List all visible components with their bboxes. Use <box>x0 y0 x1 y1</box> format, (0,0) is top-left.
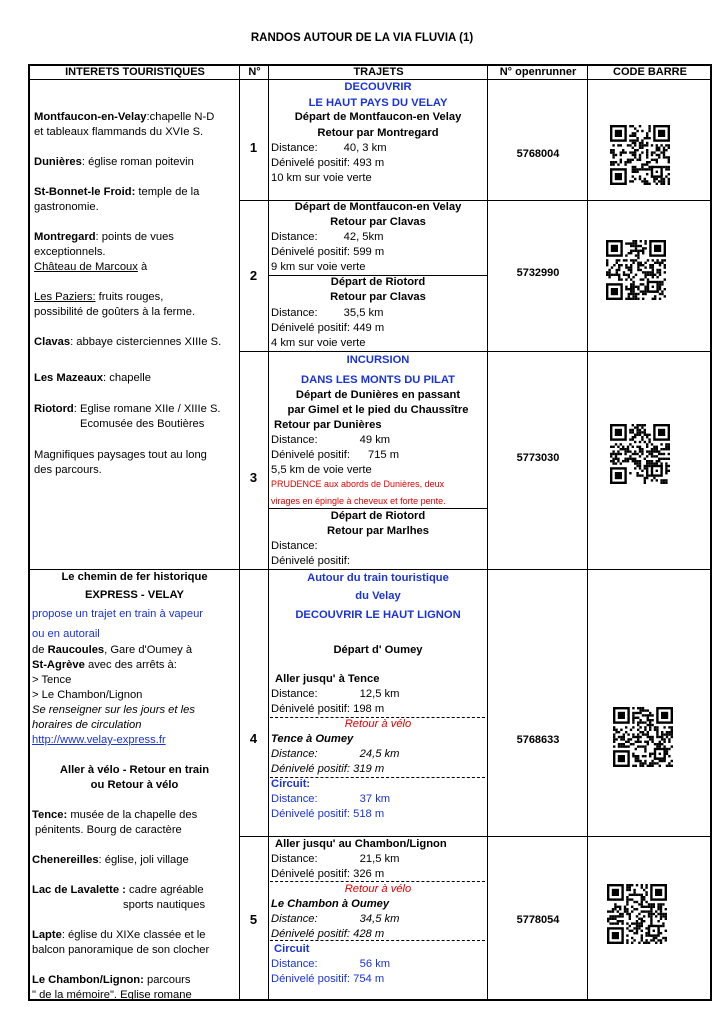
route-subtitle: LE HAUT PAYS DU VELAY <box>308 97 448 109</box>
route-number: 5 <box>249 912 258 927</box>
openrunner-id: 5732990 <box>516 267 560 279</box>
retour-velo-label: Retour à vélo <box>344 883 412 895</box>
renseigner-text: Se renseigner sur les jours et les <box>32 704 195 716</box>
route-denivele: Dénivelé positif: 518 m <box>271 808 385 820</box>
montfaucon-text: Montfaucon-en-Velay:chapelle N-D <box>34 111 215 123</box>
paysages-text-2: des parcours. <box>34 464 102 476</box>
route-aller: Aller jusqu' au Chambon/Lignon <box>275 838 447 850</box>
stop-chambon: > Le Chambon/Lignon <box>32 689 143 701</box>
route-note: 10 km sur voie verte <box>271 172 372 184</box>
route-via: par Gimel et le pied du Chaussître <box>287 404 469 416</box>
route-subtitle: du Velay <box>355 590 401 602</box>
route-distance: Distance: 35,5 km <box>271 307 384 319</box>
riotord-text-2: Ecomusée des Boutières <box>80 418 205 430</box>
route-retour: Retour par Marlhes <box>327 525 429 537</box>
route-retour: Retour par Dunières <box>274 419 382 431</box>
montregard-text: Montregard: points de vues <box>34 231 174 243</box>
route-number: 2 <box>249 268 258 283</box>
route-denivele: Dénivelé positif: 428 m <box>271 928 385 940</box>
header-code-barre: CODE BARRE <box>588 66 712 80</box>
route-segment: Tence à Oumey <box>271 733 354 745</box>
clavas-text: Clavas: abbaye cisterciennes XIIIe S. <box>34 336 222 348</box>
route-distance: Distance: 24,5 km <box>271 748 400 760</box>
riotord-text: Riotord: Eglise romane XIIe / XIIIe S. <box>34 403 221 415</box>
route-depart: Départ de Dunières en passant <box>295 389 461 401</box>
page-title: RANDOS AUTOUR DE LA VIA FLUVIA (1) <box>250 32 474 44</box>
route-number: 4 <box>249 731 258 746</box>
route-subtitle: DANS LES MONTS DU PILAT <box>301 374 455 386</box>
stbonnet-text: St-Bonnet-le Froid: temple de la <box>34 186 200 198</box>
lavalette-text-2: sports nautiques <box>123 899 206 911</box>
route-distance: Distance: 56 km <box>271 958 391 970</box>
qr-code-icon <box>607 883 667 945</box>
header-trajets: TRAJETS <box>269 66 488 80</box>
montfaucon-text-2: et tableaux flammands du XVIe S. <box>34 126 204 138</box>
route-title: DECOUVRIR <box>344 81 412 93</box>
route-title: INCURSION <box>346 354 410 366</box>
dunieres-text: Dunières: église roman poitevin <box>34 156 194 168</box>
openrunner-id: 5778054 <box>516 914 560 926</box>
route-depart: Départ de Riotord <box>330 276 426 288</box>
route-denivele: Dénivelé positif: 198 m <box>271 703 385 715</box>
qr-code-icon <box>606 239 666 301</box>
route-retour: Retour par Montregard <box>317 127 439 139</box>
chemin-de-fer-title: Le chemin de fer historique <box>61 571 208 583</box>
propose-text-2: ou en autorail <box>32 628 100 640</box>
route-distance: Distance: 34,5 km <box>271 913 400 925</box>
route-distance: Distance: 37 km <box>271 793 391 805</box>
row-divider <box>239 351 712 352</box>
route-depart: Départ de Montfaucon-en Velay <box>294 201 462 213</box>
retour-velo-label: Retour à vélo <box>344 718 412 730</box>
route-distance: Distance: 21,5 km <box>271 853 400 865</box>
lapte-text-2: balcon panoramique de son clocher <box>32 944 210 956</box>
column-divider <box>239 66 240 999</box>
route-distance: Distance: 12,5 km <box>271 688 400 700</box>
route-retour: Retour par Clavas <box>330 216 426 228</box>
header-interets: INTERETS TOURISTIQUES <box>30 66 240 80</box>
warning-text-2: virages en épingle à cheveux et forte pente. <box>271 496 446 506</box>
route-denivele: Dénivelé positif: 326 m <box>271 868 385 880</box>
paziers-text: Les Paziers: fruits rouges, <box>34 291 164 303</box>
circuit-label: Circuit <box>274 943 310 955</box>
paziers-text-2: possibilité de goûters à la ferme. <box>34 306 196 318</box>
route-distance: Distance: 42, 5km <box>271 231 384 243</box>
column-divider <box>487 66 488 999</box>
route-retour: Retour par Clavas <box>330 291 426 303</box>
raucoules-text: de Raucoules, Gare d'Oumey à <box>32 644 193 656</box>
route-distance: Distance: <box>271 540 318 552</box>
chambon-text: Le Chambon/Lignon: parcours <box>32 974 191 986</box>
qr-code-icon <box>613 706 673 768</box>
route-title: Autour du train touristique <box>307 572 449 584</box>
route-denivele: Dénivelé positif: 754 m <box>271 973 385 985</box>
lavalette-text: Lac de Lavalette : cadre agréable <box>32 884 204 896</box>
express-velay-title: EXPRESS - VELAY <box>84 589 185 601</box>
propose-text: propose un trajet en train à vapeur <box>32 608 204 620</box>
header-numero: N° <box>240 66 269 80</box>
route-denivele: Dénivelé positif: 493 m <box>271 157 385 169</box>
column-divider <box>587 66 588 999</box>
routes-table <box>28 64 712 1001</box>
qr-code-icon <box>610 423 670 485</box>
qr-code-icon <box>610 124 670 186</box>
circuit-label: Circuit: <box>271 778 311 790</box>
route-aller: Aller jusqu' à Tence <box>275 673 380 685</box>
route-denivele: Dénivelé positif: 319 m <box>271 763 385 775</box>
tence-text: Tence: musée de la chapelle des <box>32 809 198 821</box>
route-distance: Distance: 49 km <box>271 434 391 446</box>
tence-text-2: pénitents. Bourg de caractère <box>35 824 182 836</box>
stagreve-text: St-Agrève avec des arrêts à: <box>32 659 177 671</box>
route-number: 3 <box>249 470 258 485</box>
route-denivele: Dénivelé positif: 599 m <box>271 246 385 258</box>
stbonnet-text-2: gastronomie. <box>34 201 99 213</box>
route-distance: Distance: 40, 3 km <box>271 142 387 154</box>
warning-text: PRUDENCE aux abords de Dunières, deux <box>271 479 445 489</box>
renseigner-text-2: horaires de circulation <box>32 719 142 731</box>
route-denivele: Dénivelé positif: <box>271 555 350 567</box>
chenereilles-text: Chenereilles: église, joli village <box>32 854 189 866</box>
route-note: 9 km sur voie verte <box>271 261 366 273</box>
route-note: 5,5 km de voie verte <box>271 464 372 476</box>
header-openrunner: N° openrunner <box>488 66 588 80</box>
aller-velo-text: Aller à vélo - Retour en train <box>59 764 210 776</box>
paysages-text: Magnifiques paysages tout au long <box>34 449 207 461</box>
lapte-text: Lapte: église du XIXe classée et le <box>32 929 206 941</box>
stop-tence: > Tence <box>32 674 72 686</box>
chambon-text-2: " de la mémoire". Eglise romane <box>32 989 192 1001</box>
route-depart: Départ de Montfaucon-en Velay <box>294 111 462 123</box>
route-note: 4 km sur voie verte <box>271 337 366 349</box>
route-denivele: Dénivelé positif: 715 m <box>271 449 400 461</box>
openrunner-id: 5768633 <box>516 734 560 746</box>
retour-velo-text: ou Retour à vélo <box>90 779 179 791</box>
montregard-text-2: exceptionnels. <box>34 246 106 258</box>
route-number: 1 <box>249 140 258 155</box>
velay-express-link[interactable]: http://www.velay-express.fr <box>32 734 166 746</box>
openrunner-id: 5768004 <box>516 148 560 160</box>
route-denivele: Dénivelé positif: 449 m <box>271 322 385 334</box>
marcoux-text: Château de Marcoux à <box>34 261 148 273</box>
route-depart: Départ d' Oumey <box>333 644 423 656</box>
route-depart: Départ de Riotord <box>330 510 426 522</box>
route-heading: DECOUVRIR LE HAUT LIGNON <box>295 609 461 621</box>
route-segment: Le Chambon à Oumey <box>271 898 390 910</box>
mazeaux-text: Les Mazeaux: chapelle <box>34 372 151 384</box>
openrunner-id: 5773030 <box>516 452 560 464</box>
